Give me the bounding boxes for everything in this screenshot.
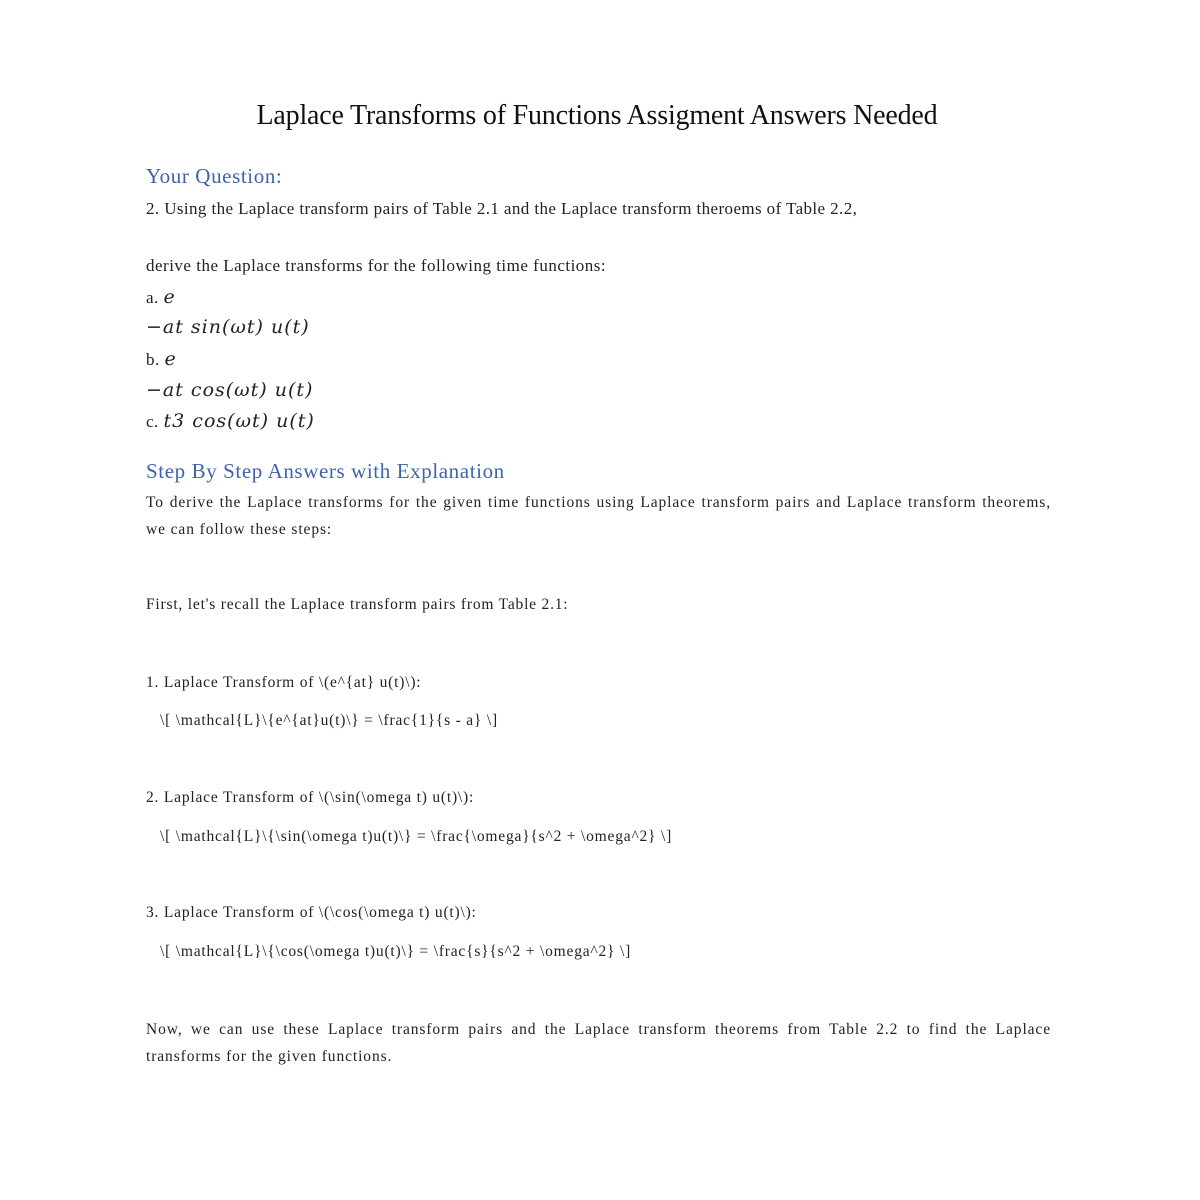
document-title: Laplace Transforms of Functions Assigment Answers Needed — [256, 100, 938, 131]
pair1-formula: \[ \mathcal{L}\{e^{at}u(t)\} = \frac{1}{s - a} \] — [160, 712, 498, 729]
item-a-label: a. — [146, 288, 159, 307]
item-a-line — [146, 286, 176, 308]
recall-line: First, let's recall the Laplace transform pairs from Table 2.1: — [146, 596, 569, 613]
pair2-formula: \[ \mathcal{L}\{\sin(\omega t)u(t)\} = \frac{\omega}{s^2 + \omega^2} \] — [160, 828, 673, 845]
answer-intro: To derive the Laplace transforms for the given time functions using Laplace transform pairs and Laplace transform theorems, we can follow these steps: — [146, 494, 1051, 538]
pair3-formula: \[ \mathcal{L}\{\cos(\omega t)u(t)\} = \frac{s}{s^2 + \omega^2} \] — [160, 943, 632, 960]
item-b-expression: −at cos(ωt) u(t) — [146, 379, 314, 401]
pair1-title: 1. Laplace Transform of \(e^{at} u(t)\): — [146, 674, 422, 691]
item-c-expression: t3 cos(ωt) u(t) — [163, 410, 315, 432]
item-b-base: e — [164, 348, 177, 370]
item-c-line — [146, 410, 315, 432]
item-b-label: b. — [146, 350, 160, 369]
item-b-line — [146, 348, 177, 370]
closing-paragraph: Now, we can use these Laplace transform pairs and the Laplace transform theorems from Table 2.2 to find the Laplace transforms for the given functions. — [146, 1021, 1051, 1065]
question-intro: 2. Using the Laplace transform pairs of Table 2.1 and the Laplace transform theroems of Table 2.2, — [146, 199, 858, 218]
question-heading: Your Question: — [146, 164, 283, 188]
pair2-title: 2. Laplace Transform of \(\sin(\omega t) u(t)\): — [146, 789, 475, 806]
question-derive-line: derive the Laplace transforms for the following time functions: — [146, 256, 607, 275]
item-a-base: e — [163, 286, 176, 308]
pair3-title: 3. Laplace Transform of \(\cos(\omega t) u(t)\): — [146, 904, 477, 921]
item-a-expression: −at sin(ωt) u(t) — [146, 316, 310, 338]
item-c-label: c. — [146, 412, 159, 431]
answer-heading: Step By Step Answers with Explanation — [146, 459, 505, 483]
